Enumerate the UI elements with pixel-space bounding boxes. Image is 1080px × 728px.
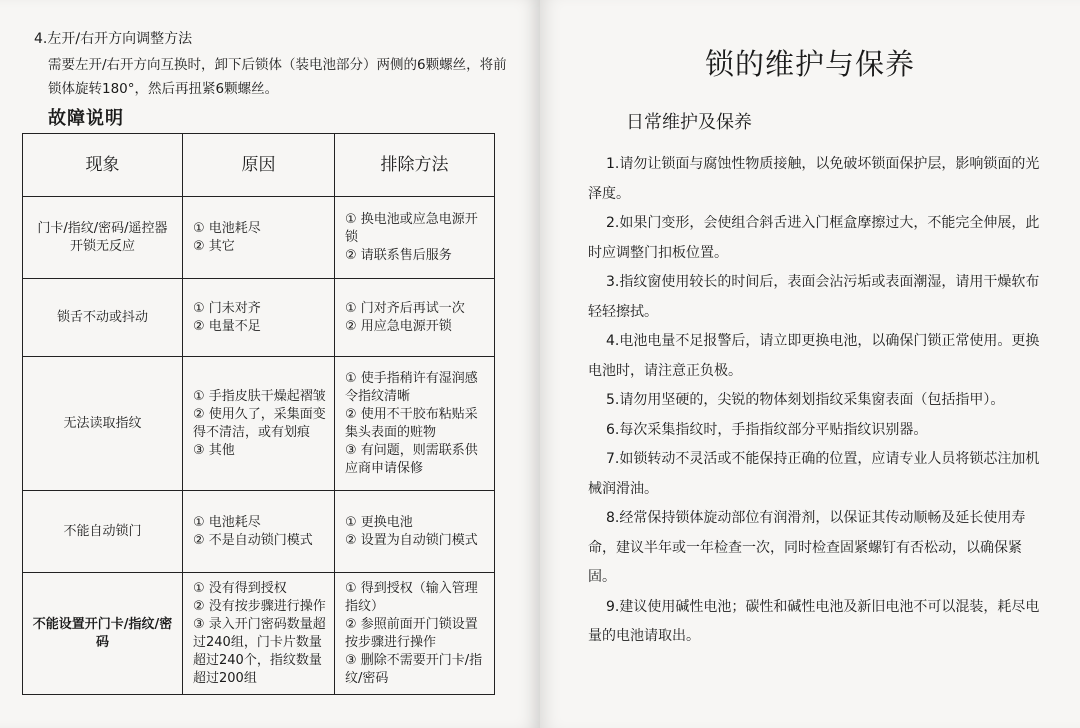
list-item: 4.电池电量不足报警后，请立即更换电池，以确保门锁正常使用。更换电池时，请注意正负极。 — [588, 333, 1040, 379]
header-fix: 排除方法 — [335, 134, 495, 197]
fix-item: ② 用应急电源开锁 — [345, 318, 452, 334]
section-paragraph: 需要左开/右开方向互换时，卸下后锁体（装电池部分）两侧的6颗螺丝，将前锁体旋转180°，然后再扭紧6颗螺丝。 — [48, 57, 507, 97]
cause-item: ① 电池耗尽 — [193, 220, 261, 236]
table-row — [23, 279, 495, 357]
fix-item: ③ 删除不需要开门卡/指纹/密码 — [345, 652, 483, 686]
page-subtitle: 日常维护及保养 — [626, 112, 752, 133]
cause-item: ② 没有按步骤进行操作 — [193, 598, 326, 614]
cause-item: ② 电量不足 — [193, 318, 261, 334]
fix-item: ② 使用不干胶布粘贴采集头表面的赃物 — [345, 406, 478, 440]
symptom-cell: 不能设置开门卡/指纹/密码 — [23, 573, 183, 695]
cause-item: ② 使用久了，采集面变得不清洁，或有划痕 — [193, 406, 326, 440]
symptom-cell: 门卡/指纹/密码/遥控器开锁无反应 — [23, 197, 183, 279]
table-row — [23, 197, 495, 279]
cause-item: ② 其它 — [193, 238, 235, 254]
fault-table — [22, 133, 495, 695]
table-row — [23, 357, 495, 491]
fix-item: ① 门对齐后再试一次 — [345, 300, 465, 316]
fix-cell — [335, 197, 495, 279]
fix-item: ③ 有问题，则需联系供应商申请保修 — [345, 442, 478, 476]
list-item: 8.经常保持锁体旋动部位有润滑剂，以保证其传动顺畅及延长使用寿命，建议半年或一年检查一次，同时检查固紧螺钉有否松动，以确保紧固。 — [588, 510, 1026, 585]
maintenance-list — [588, 150, 1048, 652]
list-item: 9.建议使用碱性电池；碳性和碱性电池及新旧电池不可以混装，耗尽电量的电池请取出。 — [588, 598, 1040, 644]
cause-cell — [183, 357, 335, 491]
list-item: 5.请勿用坚硬的，尖锐的物体刻划指纹采集窗表面（包括指甲）。 — [606, 392, 1005, 408]
cause-item: ③ 录入开门密码数量超过240组，门卡片数量超过240个，指纹数量超过200组 — [193, 616, 326, 686]
fault-title: 故障说明 — [48, 108, 124, 129]
fault-table-header — [23, 134, 495, 197]
list-item: 6.每次采集指纹时，手指指纹部分平贴指纹识别器。 — [606, 421, 928, 438]
symptom-cell: 不能自动锁门 — [23, 491, 183, 573]
cause-cell — [183, 573, 335, 695]
symptom-cell: 锁舌不动或抖动 — [23, 279, 183, 357]
cause-item: ① 手指皮肤干燥起褶皱 — [193, 388, 326, 404]
fix-cell — [335, 573, 495, 695]
fix-cell — [335, 357, 495, 491]
cause-item: ③ 其他 — [193, 442, 235, 458]
table-row — [23, 491, 495, 573]
cause-item: ① 没有得到授权 — [193, 580, 287, 596]
section-heading: 4.左开/右开方向调整方法 — [34, 31, 193, 47]
fix-item: ① 更换电池 — [345, 514, 413, 530]
fix-cell — [335, 279, 495, 357]
header-cause: 原因 — [183, 134, 335, 197]
list-item: 2.如果门变形，会使组合斜舌进入门框盒摩擦过大，不能完全伸展，此时应调整门扣板位置。 — [588, 215, 1040, 261]
symptom-cell: 无法读取指纹 — [23, 357, 183, 491]
fix-item: ② 参照前面开门锁设置按步骤进行操作 — [345, 616, 478, 650]
fix-cell — [335, 491, 495, 573]
cause-cell — [183, 279, 335, 357]
cause-item: ① 电池耗尽 — [193, 514, 261, 530]
cause-item: ① 门未对齐 — [193, 300, 261, 316]
header-symptom: 现象 — [23, 134, 183, 197]
cause-cell — [183, 491, 335, 573]
fix-item: ② 请联系售后服务 — [345, 247, 452, 263]
page-title: 锁的维护与保养 — [704, 47, 915, 81]
list-item: 3.指纹窗使用较长的时间后，表面会沾污垢或表面潮湿，请用干燥软布轻轻擦拭。 — [588, 274, 1040, 320]
list-item: 7.如锁转动不灵活或不能保持正确的位置，应请专业人员将锁芯注加机械润滑油。 — [588, 451, 1040, 497]
fix-item: ① 得到授权（输入管理指纹） — [345, 580, 478, 614]
fix-item: ② 设置为自动锁门模式 — [345, 532, 478, 548]
cause-item: ② 不是自动锁门模式 — [193, 532, 313, 548]
right-page — [540, 0, 1080, 728]
list-item: 1.请勿让锁面与腐蚀性物质接触，以免破坏锁面保护层，影响锁面的光泽度。 — [588, 156, 1040, 202]
fix-item: ① 换电池或应急电源开锁 — [345, 211, 478, 245]
fix-item: ① 使手指稍许有湿润感令指纹清晰 — [345, 370, 478, 404]
table-row — [23, 573, 495, 695]
cause-cell — [183, 197, 335, 279]
